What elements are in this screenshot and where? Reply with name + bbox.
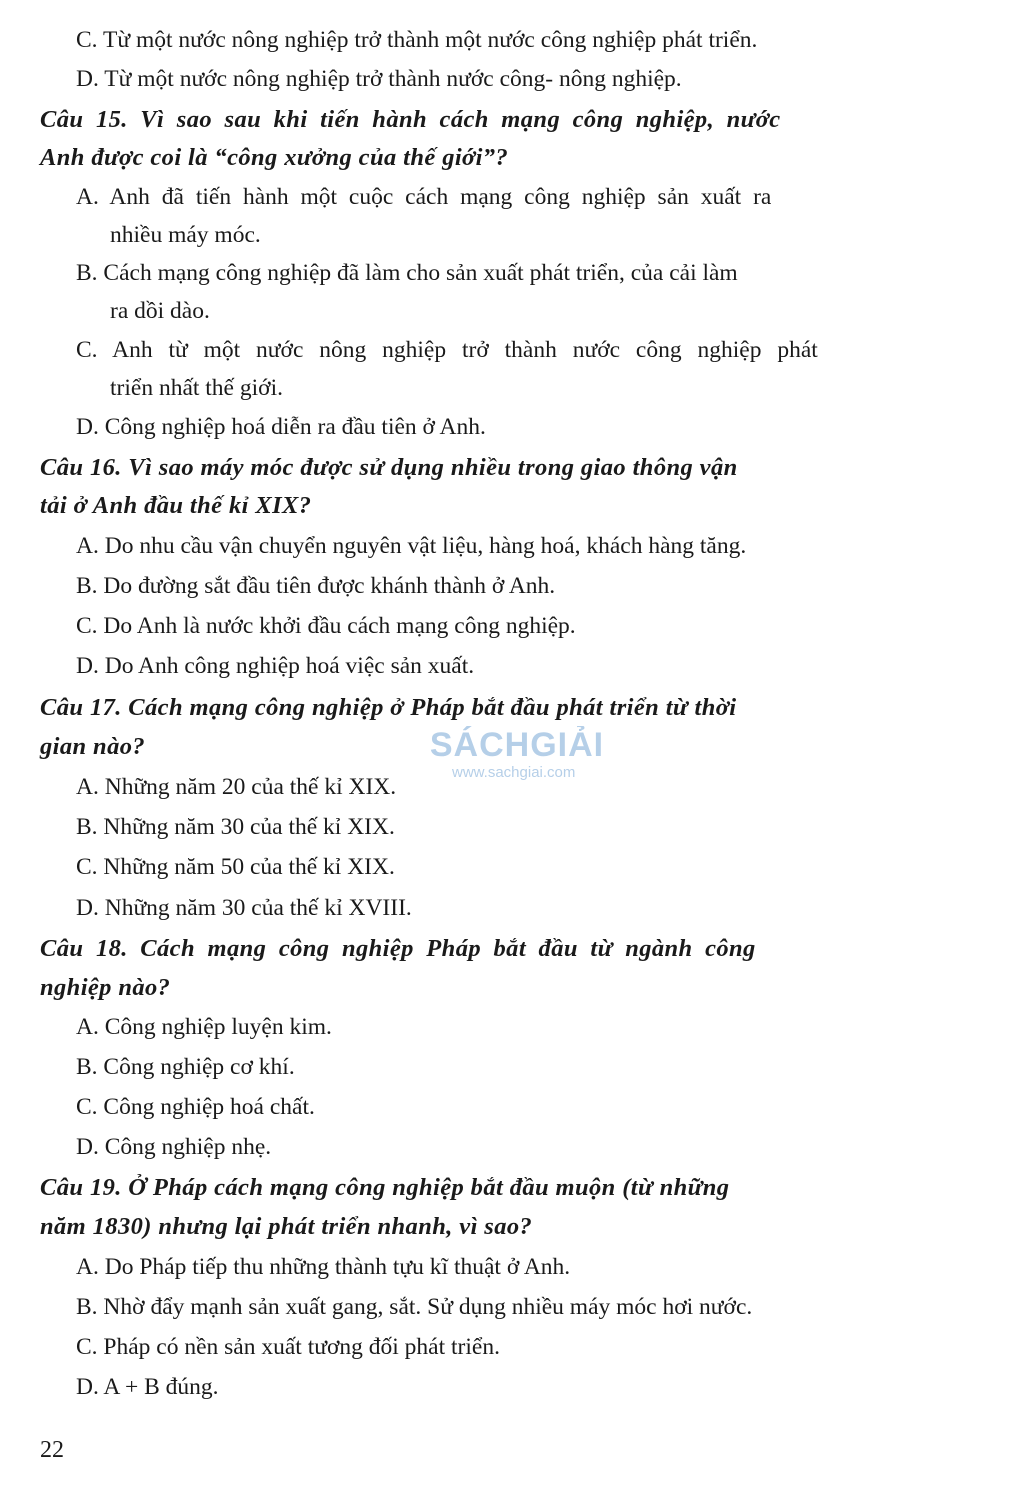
- question-heading: Câu 17. Cách mạng công nghiệp ở Pháp bắt đầu phát triển từ thời: [40, 694, 737, 721]
- page-number: 22: [40, 1437, 64, 1463]
- answer-option-continued: nhiều máy móc.: [110, 222, 261, 248]
- answer-option: D. Từ một nước nông nghiệp trở thành nước công- nông nghiệp.: [76, 66, 682, 92]
- question-heading: năm 1830) nhưng lại phát triển nhanh, vì sao?: [40, 1213, 533, 1240]
- question-heading: Câu 19. Ở Pháp cách mạng công nghiệp bắt đầu muộn (từ những: [40, 1174, 730, 1201]
- answer-option: D. Những năm 30 của thế kỉ XVIII.: [76, 895, 412, 921]
- question-heading: tải ở Anh đầu thế kỉ XIX?: [40, 492, 312, 519]
- answer-option: D. Do Anh công nghiệp hoá việc sản xuất.: [76, 653, 475, 679]
- answer-option: B. Nhờ đẩy mạnh sản xuất gang, sắt. Sử dụng nhiều máy móc hơi nước.: [76, 1294, 753, 1320]
- answer-option: B. Những năm 30 của thế kỉ XIX.: [76, 814, 395, 840]
- answer-option: A. Do Pháp tiếp thu những thành tựu kĩ thuật ở Anh.: [76, 1254, 571, 1280]
- answer-option: C. Pháp có nền sản xuất tương đối phát triển.: [76, 1334, 500, 1360]
- watermark-logo: [412, 726, 622, 782]
- answer-option: C. Do Anh là nước khởi đầu cách mạng công nghiệp.: [76, 613, 576, 639]
- answer-option: B. Do đường sắt đầu tiên được khánh thành ở Anh.: [76, 573, 556, 599]
- answer-option: C. Công nghiệp hoá chất.: [76, 1094, 315, 1120]
- answer-option: D. Công nghiệp nhẹ.: [76, 1134, 272, 1160]
- answer-option: B. Cách mạng công nghiệp đã làm cho sản xuất phát triển, của cải làm: [76, 260, 738, 286]
- answer-option: A. Những năm 20 của thế kỉ XIX.: [76, 774, 397, 800]
- answer-option-continued: triển nhất thế giới.: [110, 375, 283, 401]
- question-heading: nghiệp nào?: [40, 974, 171, 1001]
- answer-option-continued: ra dồi dào.: [110, 298, 210, 324]
- answer-option: C. Anh từ một nước nông nghiệp trở thành nước công nghiệp phát: [76, 337, 818, 363]
- answer-option: A. Do nhu cầu vận chuyển nguyên vật liệu, hàng hoá, khách hàng tăng.: [76, 533, 747, 559]
- question-heading: Anh được coi là “công xưởng của thế giới”?: [40, 144, 509, 171]
- question-heading: Câu 18. Cách mạng công nghiệp Pháp bắt đầu từ ngành công: [40, 935, 756, 962]
- answer-option: A. Anh đã tiến hành một cuộc cách mạng công nghiệp sản xuất ra: [76, 184, 772, 210]
- answer-option: A. Công nghiệp luyện kim.: [76, 1014, 332, 1040]
- question-heading: gian nào?: [40, 733, 146, 760]
- answer-option: C. Những năm 50 của thế kỉ XIX.: [76, 854, 395, 880]
- answer-option: B. Công nghiệp cơ khí.: [76, 1054, 295, 1080]
- answer-option: D. Công nghiệp hoá diễn ra đầu tiên ở Anh.: [76, 414, 486, 440]
- question-heading: Câu 15. Vì sao sau khi tiến hành cách mạng công nghiệp, nước: [40, 106, 781, 133]
- answer-option: C. Từ một nước nông nghiệp trở thành một nước công nghiệp phát triển.: [76, 27, 758, 53]
- watermark-brand: SÁCHGIẢI: [429, 726, 605, 764]
- watermark-url: www.sachgiai.com: [452, 764, 576, 781]
- question-heading: Câu 16. Vì sao máy móc được sử dụng nhiều trong giao thông vận: [40, 454, 738, 481]
- answer-option: D. A + B đúng.: [76, 1374, 219, 1400]
